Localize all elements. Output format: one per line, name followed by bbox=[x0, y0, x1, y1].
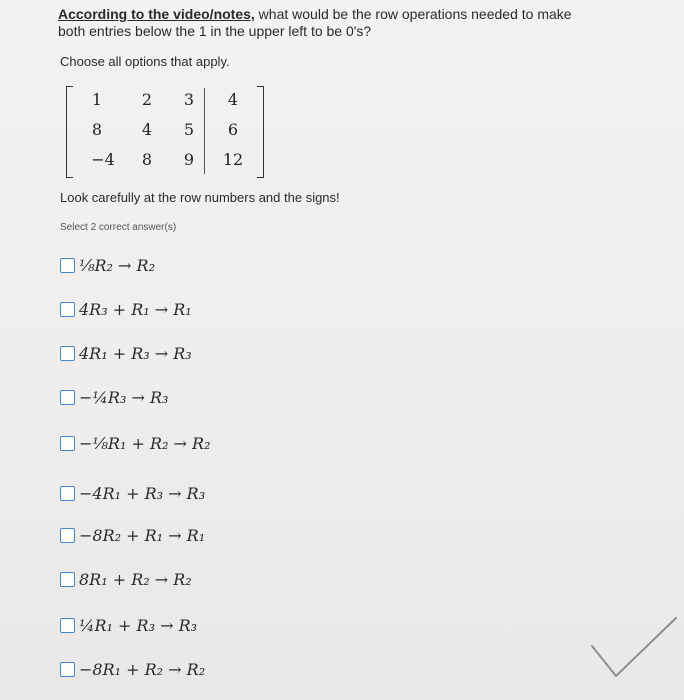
option-label: −8R₁ + R₂ → R₂ bbox=[79, 659, 206, 679]
option-checkbox[interactable] bbox=[60, 346, 75, 361]
hint-text: Look carefully at the row numbers and the signs! bbox=[60, 190, 340, 205]
option-label: −8R₂ + R₁ → R₁ bbox=[79, 525, 206, 545]
option-checkbox[interactable] bbox=[60, 618, 75, 633]
answer-option[interactable] bbox=[60, 386, 168, 408]
option-label: ⅛R₂ → R₂ bbox=[79, 255, 156, 275]
matrix-cell: 6 bbox=[227, 120, 239, 139]
answer-option[interactable] bbox=[60, 482, 205, 504]
option-label: 8R₁ + R₂ → R₂ bbox=[79, 569, 192, 589]
option-checkbox[interactable] bbox=[60, 258, 75, 273]
question-line1: what would be the row operations needed to make bbox=[254, 6, 572, 22]
matrix-cell: 8 bbox=[91, 120, 103, 139]
matrix-cell: 1 bbox=[91, 90, 103, 109]
choose-instruction: Choose all options that apply. bbox=[60, 54, 230, 69]
option-label: −⅛R₁ + R₂ → R₂ bbox=[79, 433, 211, 453]
question-text bbox=[58, 6, 578, 40]
matrix-cell: 8 bbox=[141, 150, 153, 169]
option-checkbox[interactable] bbox=[60, 662, 75, 677]
matrix-cell: 5 bbox=[183, 120, 195, 139]
matrix-cell: 2 bbox=[141, 90, 153, 109]
answer-option[interactable] bbox=[60, 524, 205, 546]
option-label: 4R₁ + R₃ → R₃ bbox=[79, 343, 192, 363]
pen-check-mark-icon bbox=[586, 612, 682, 692]
option-label: ¼R₁ + R₃ → R₃ bbox=[79, 615, 198, 635]
answer-option[interactable] bbox=[60, 342, 192, 364]
matrix-cell: 4 bbox=[141, 120, 153, 139]
left-bracket bbox=[66, 86, 73, 178]
right-bracket bbox=[257, 86, 264, 178]
augmented-matrix bbox=[66, 86, 264, 178]
option-checkbox[interactable] bbox=[60, 486, 75, 501]
option-checkbox[interactable] bbox=[60, 572, 75, 587]
answer-option[interactable] bbox=[60, 432, 210, 454]
matrix-cell: −4 bbox=[91, 150, 115, 169]
answer-option[interactable] bbox=[60, 254, 155, 276]
answer-option[interactable] bbox=[60, 298, 192, 320]
option-label: −4R₁ + R₃ → R₃ bbox=[79, 483, 206, 503]
question-prefix: According to the video/notes, bbox=[58, 6, 255, 22]
question-line2: both entries below the 1 in the upper left to be 0's? bbox=[58, 23, 372, 39]
option-label: 4R₃ + R₁ → R₁ bbox=[79, 299, 192, 319]
matrix-cell: 12 bbox=[222, 150, 244, 169]
answer-option[interactable] bbox=[60, 614, 197, 636]
option-checkbox[interactable] bbox=[60, 302, 75, 317]
answer-option[interactable] bbox=[60, 658, 205, 680]
option-label: −¼R₃ → R₃ bbox=[79, 387, 169, 407]
option-checkbox[interactable] bbox=[60, 436, 75, 451]
option-checkbox[interactable] bbox=[60, 390, 75, 405]
matrix-cell: 4 bbox=[227, 90, 239, 109]
option-checkbox[interactable] bbox=[60, 528, 75, 543]
augment-line bbox=[204, 88, 205, 174]
matrix-cell: 9 bbox=[183, 150, 195, 169]
matrix-cell: 3 bbox=[183, 90, 195, 109]
select-count-label: Select 2 correct answer(s) bbox=[60, 222, 177, 233]
answer-option[interactable] bbox=[60, 568, 192, 590]
